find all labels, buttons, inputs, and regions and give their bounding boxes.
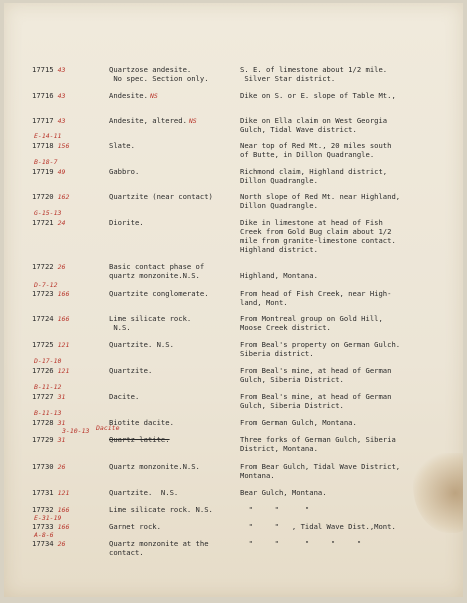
- locality: Dike on S. or E. slope of Table Mt.,: [240, 91, 396, 100]
- locality: Near top of Red Mt., 20 miles south of Butte, in Dillon Quadrangle.: [240, 141, 392, 159]
- specimen-number: 17727: [32, 392, 54, 401]
- red-note: Dacite: [96, 424, 120, 432]
- rock-description: Andesite.: [109, 91, 148, 100]
- specimen-number: 17715: [32, 65, 54, 74]
- specimen-number: 17721: [32, 218, 54, 227]
- red-annotation: 49: [57, 168, 66, 176]
- rock-description: Quartzite. N.S.: [109, 488, 179, 497]
- red-annotation: 166: [57, 523, 70, 531]
- rock-description: Gabbro.: [109, 167, 140, 176]
- red-annotation: 26: [57, 263, 66, 271]
- rock-description: Garnet rock.: [109, 522, 161, 531]
- red-note: G-15-13: [34, 209, 62, 217]
- rock-description: Andesite, altered.: [109, 116, 187, 125]
- rock-description: Quartzose andesite. No spec. Section only.: [109, 65, 209, 83]
- locality: " " " " ": [240, 539, 362, 548]
- red-note: D-17-10: [34, 357, 62, 365]
- red-annotation: 43: [57, 66, 66, 74]
- specimen-number: 17718: [32, 141, 54, 150]
- red-annotation: 121: [57, 367, 70, 375]
- red-annotation: 31: [57, 419, 66, 427]
- locality: S. E. of limestone about 1/2 mile. Silver Star district.: [240, 65, 388, 83]
- locality: From Beal's mine, at head of German Gulch, Siberia District.: [240, 366, 392, 384]
- red-annotation: 43: [57, 92, 66, 100]
- red-note: B-11-12: [34, 383, 62, 391]
- red-annotation: 26: [57, 463, 66, 471]
- red-note: E-14-11: [34, 132, 62, 140]
- specimen-number: 17716: [32, 91, 54, 100]
- red-annotation: 43: [57, 117, 66, 125]
- locality: North slope of Red Mt. near Highland, Dillon Quadrangle.: [240, 192, 401, 210]
- rock-description: Quartzite (near contact): [109, 192, 213, 201]
- specimen-number: 17734: [32, 539, 54, 548]
- locality: From Beal's property on German Gulch. Siberia district.: [240, 340, 401, 358]
- red-note: 3-10-13: [62, 427, 90, 435]
- locality: Three forks of German Gulch, Siberia District, Montana.: [240, 435, 396, 453]
- rock-description: Dacite.: [109, 392, 140, 401]
- locality: From Bear Gulch, Tidal Wave District, Montana.: [240, 462, 401, 480]
- red-annotation: 162: [57, 193, 70, 201]
- locality: " " , Tidal Wave Dist.,Mont.: [240, 522, 396, 531]
- red-note: E-31-19: [34, 514, 62, 522]
- locality: Richmond claim, Highland district, Dillon Quadrangle.: [240, 167, 388, 185]
- rock-description: Lime silicate rock. N.S.: [109, 505, 213, 514]
- locality: Highland, Montana.: [240, 271, 318, 280]
- specimen-number: 17733: [32, 522, 54, 531]
- red-annotation: 166: [57, 290, 70, 298]
- rock-description: Quartz monzonite at the contact.: [109, 539, 209, 557]
- rock-description: Basic contact phase of quartz monzonite.N.S.: [109, 262, 205, 280]
- specimen-number: 17729: [32, 435, 54, 444]
- ns-handwritten-mark: NS: [149, 92, 158, 100]
- red-annotation: 166: [57, 506, 70, 514]
- specimen-number: 17722: [32, 262, 54, 271]
- rock-description: Quartzite.: [109, 366, 153, 375]
- red-note: A-8-6: [34, 531, 54, 539]
- ns-handwritten-mark: NS: [188, 117, 197, 125]
- rock-description: Quartzite conglomerate.: [109, 289, 209, 298]
- specimen-number: 17719: [32, 167, 54, 176]
- locality: From German Gulch, Montana.: [240, 418, 357, 427]
- red-annotation: 156: [57, 142, 70, 150]
- document-page: [4, 3, 463, 597]
- locality: Bear Gulch, Montana.: [240, 488, 327, 497]
- red-annotation: 31: [57, 393, 66, 401]
- locality: Dike in limestone at head of Fish Creek from Gold Bug claim about 1/2 mile from granite-limestone contact. Highland district.: [240, 218, 396, 254]
- rock-description-struck: Quartz latite.: [109, 435, 170, 444]
- locality: From head of Fish Creek, near High- land, Mont.: [240, 289, 392, 307]
- locality: From Beal's mine, at head of German Gulch, Siberia District.: [240, 392, 392, 410]
- specimen-number: 17732: [32, 505, 54, 514]
- rock-description: Lime silicate rock. N.S.: [109, 314, 192, 332]
- specimen-number: 17730: [32, 462, 54, 471]
- red-annotation: 31: [57, 436, 66, 444]
- rock-description: Diorite.: [109, 218, 144, 227]
- specimen-number: 17724: [32, 314, 54, 323]
- red-annotation: 166: [57, 315, 70, 323]
- rock-description: Quartzite. N.S.: [109, 340, 174, 349]
- locality: From Montreal group on Gold Hill, Moose Creek district.: [240, 314, 383, 332]
- specimen-number: 17725: [32, 340, 54, 349]
- red-note: B-18-7: [34, 158, 58, 166]
- specimen-number: 17731: [32, 488, 54, 497]
- red-annotation: 121: [57, 489, 70, 497]
- red-note: D-7-12: [34, 281, 58, 289]
- rock-description: Quartz monzonite.N.S.: [109, 462, 200, 471]
- rock-description: Slate.: [109, 141, 135, 150]
- specimen-number: 17726: [32, 366, 54, 375]
- specimen-number: 17720: [32, 192, 54, 201]
- specimen-number: 17723: [32, 289, 54, 298]
- rock-description: Biotite dacite.: [109, 418, 174, 427]
- specimen-number: 17728: [32, 418, 54, 427]
- red-annotation: 26: [57, 540, 66, 548]
- red-annotation: 24: [57, 219, 66, 227]
- red-annotation: 121: [57, 341, 70, 349]
- locality: Dike on Ella claim on West Georgia Gulch, Tidal Wave district.: [240, 116, 388, 134]
- specimen-number: 17717: [32, 116, 54, 125]
- locality: " " ": [240, 505, 310, 514]
- red-note: B-11-13: [34, 409, 62, 417]
